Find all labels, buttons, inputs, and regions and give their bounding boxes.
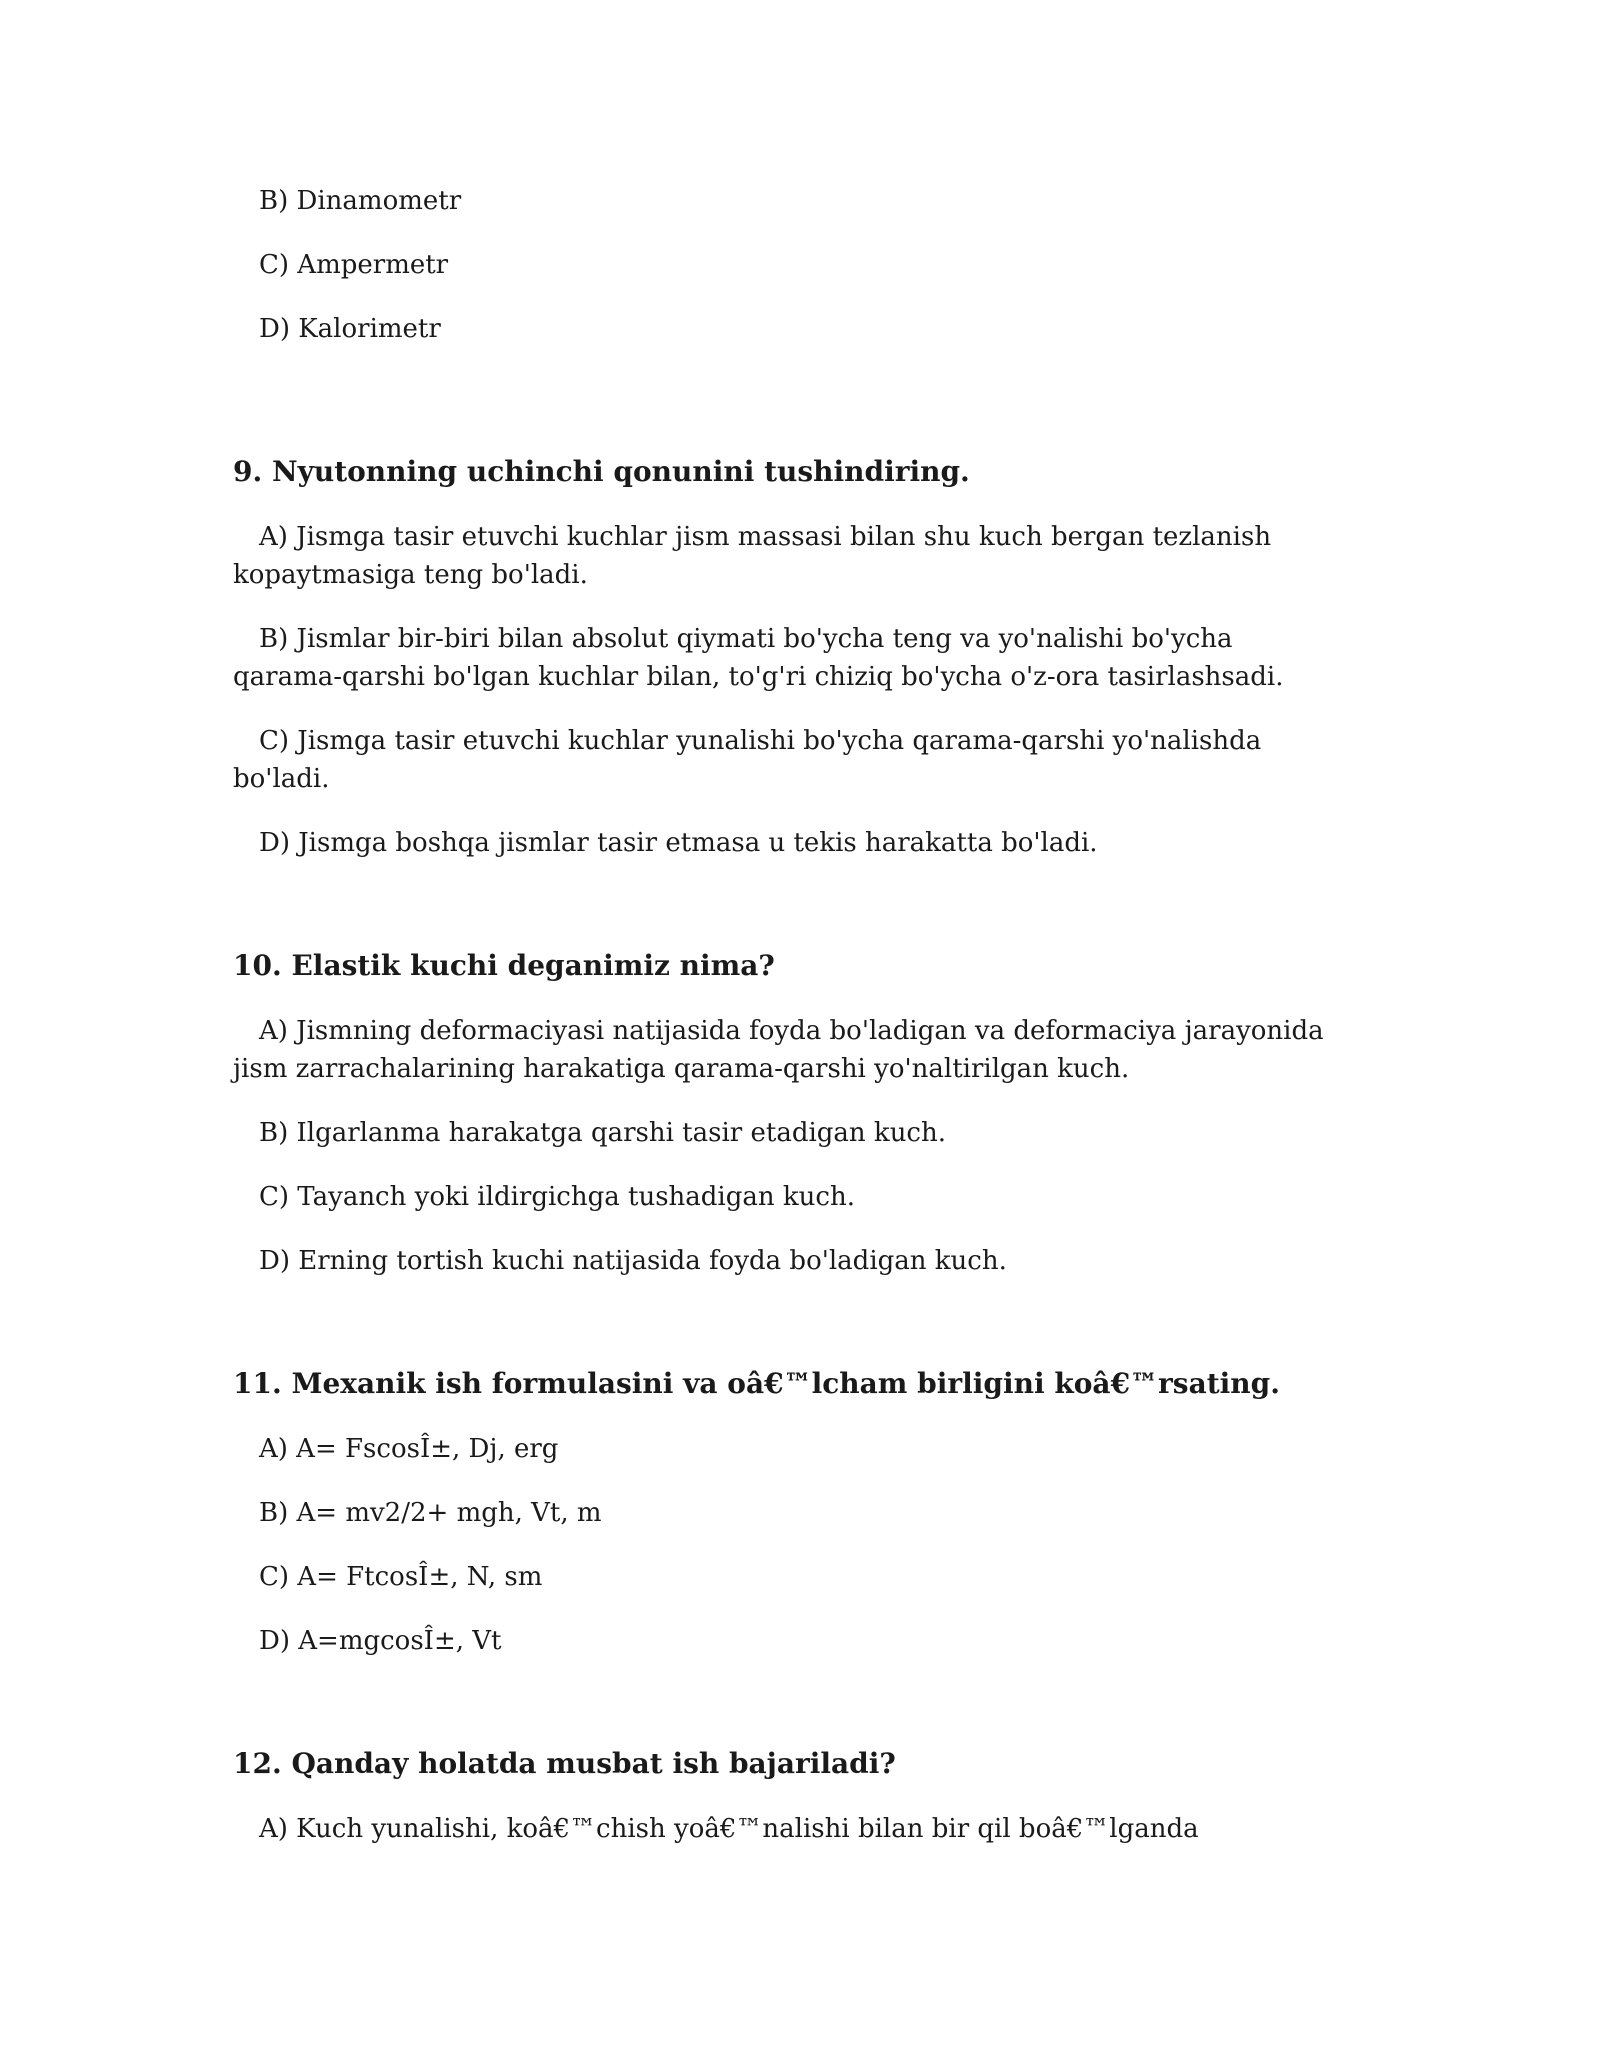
question-9: [233, 452, 1343, 862]
leading-options: [233, 182, 1343, 348]
answer-option: A) Jismning deformaciyasi natijasida foyda bo'ladigan va deformaciya jarayonida jism zarrachalarining harakatiga qarama-qarshi yo'naltirilgan kuch.: [233, 1016, 1324, 1084]
question-title: 12. Qanday holatda musbat ish bajariladi?: [233, 1747, 896, 1780]
answer-option: A) Kuch yunalishi, koâ€™chish yoâ€™nalishi bilan bir qil boâ€™lganda: [259, 1814, 1199, 1844]
answer-option: A) A= FscosÎ±, Dj, erg: [259, 1434, 559, 1464]
question-title: 10. Elastik kuchi deganimiz nima?: [233, 949, 775, 982]
answer-option: B) Dinamometr: [259, 186, 462, 216]
question-12: [233, 1744, 1343, 1848]
answer-option: C) Ampermetr: [259, 250, 449, 280]
answer-option: D) Erning tortish kuchi natijasida foyda bo'ladigan kuch.: [259, 1246, 1007, 1276]
answer-option: B) A= mv2/2+ mgh, Vt, m: [259, 1498, 602, 1528]
question-title: 9. Nyutonning uchinchi qonunini tushindiring.: [233, 455, 970, 488]
question-title: 11. Mexanik ish formulasini va oâ€™lcham birligini koâ€™rsating.: [233, 1367, 1280, 1400]
question-11: [233, 1364, 1343, 1660]
answer-option: D) Jismga boshqa jismlar tasir etmasa u tekis harakatta bo'ladi.: [259, 828, 1098, 858]
question-10: [233, 946, 1343, 1280]
answer-option: C) A= FtcosÎ±, N, sm: [259, 1562, 543, 1592]
answer-option: D) Kalorimetr: [259, 314, 441, 344]
answer-option: A) Jismga tasir etuvchi kuchlar jism massasi bilan shu kuch bergan tezlanish kopaytmasiga teng bo'ladi.: [233, 522, 1272, 590]
answer-option: C) Jismga tasir etuvchi kuchlar yunalishi bo'ycha qarama-qarshi yo'nalishda bo'ladi.: [233, 726, 1262, 794]
answer-option: D) A=mgcosÎ±, Vt: [259, 1626, 502, 1656]
document-content: [233, 182, 1343, 1874]
answer-option: B) Jismlar bir-biri bilan absolut qiymati bo'ycha teng va yo'nalishi bo'ycha qarama-qarshi bo'lgan kuchlar bilan, to'g'ri chiziq bo'ycha o'z-ora tasirlashsadi.: [233, 624, 1284, 692]
answer-option: B) Ilgarlanma harakatga qarshi tasir etadigan kuch.: [259, 1118, 947, 1148]
answer-option: C) Tayanch yoki ildirgichga tushadigan kuch.: [259, 1182, 855, 1212]
